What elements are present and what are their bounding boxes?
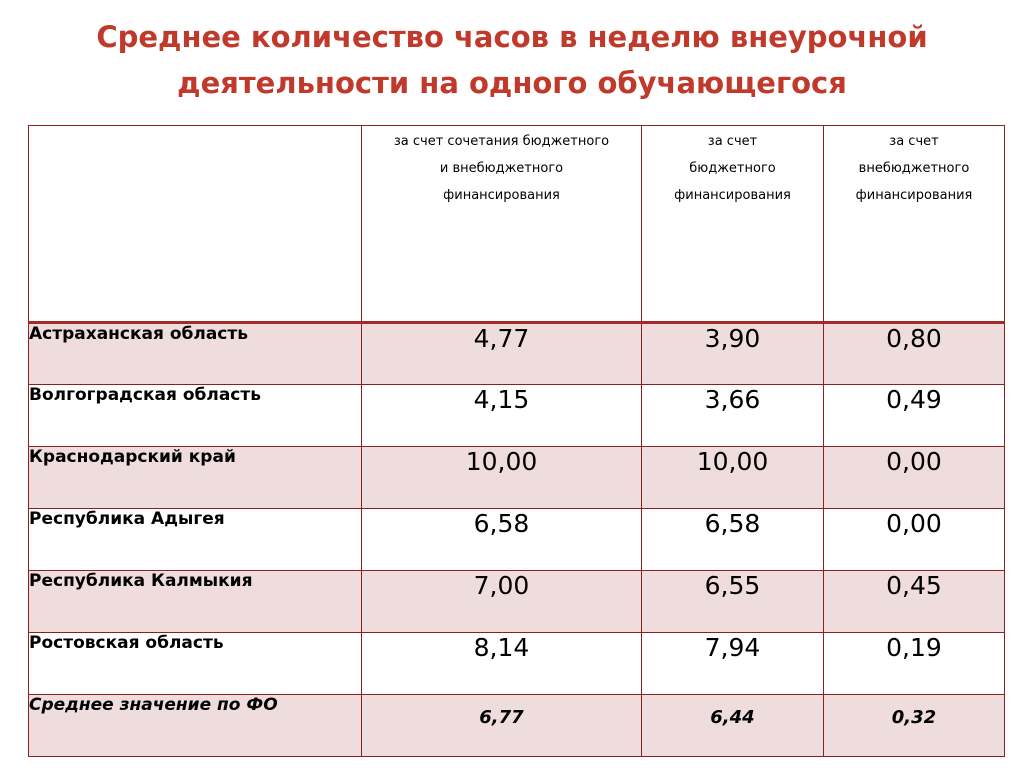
budget-value: 3,66: [642, 385, 824, 447]
region-name: Краснодарский край: [29, 447, 362, 509]
extrabudget-value: 0,80: [824, 323, 1005, 385]
total-budget-value: 6,44: [642, 695, 824, 757]
extrabudget-value: 0,00: [824, 509, 1005, 571]
header-cell-combined-funding: за счет сочетания бюджетного и внебюджетного финансирования: [362, 126, 642, 323]
combined-value: 4,77: [362, 323, 642, 385]
total-extrabudget-value: 0,32: [824, 695, 1005, 757]
extrabudget-value: 0,19: [824, 633, 1005, 695]
slide-title-line-1: Среднее количество часов в неделю внеурочной: [96, 20, 928, 54]
table-total-row: [29, 695, 1005, 757]
table-header-row: [29, 126, 1005, 323]
extrabudget-value: 0,45: [824, 571, 1005, 633]
extrabudget-value: 0,00: [824, 447, 1005, 509]
table-row: [29, 323, 1005, 385]
region-name: Астраханская область: [29, 323, 362, 385]
extrabudget-value: 0,49: [824, 385, 1005, 447]
combined-value: 6,58: [362, 509, 642, 571]
total-combined-value: 6,77: [362, 695, 642, 757]
region-name: Республика Калмыкия: [29, 571, 362, 633]
table-row: [29, 447, 1005, 509]
combined-value: 10,00: [362, 447, 642, 509]
table-row: [29, 571, 1005, 633]
budget-value: 6,58: [642, 509, 824, 571]
table-row: [29, 509, 1005, 571]
header-cell-blank: [29, 126, 362, 323]
budget-value: 6,55: [642, 571, 824, 633]
table-row: [29, 385, 1005, 447]
region-name: Республика Адыгея: [29, 509, 362, 571]
total-label: Среднее значение по ФО: [29, 695, 362, 757]
region-name: Ростовская область: [29, 633, 362, 695]
combined-value: 7,00: [362, 571, 642, 633]
table-row: [29, 633, 1005, 695]
budget-value: 10,00: [642, 447, 824, 509]
header-cell-extrabudget-funding: за счет внебюджетного финансирования: [824, 126, 1005, 323]
header-cell-budget-funding: за счет бюджетного финансирования: [642, 126, 824, 323]
combined-value: 8,14: [362, 633, 642, 695]
slide-title-line-2: деятельности на одного обучающегося: [177, 66, 847, 100]
slide-title: [0, 14, 1024, 106]
region-name: Волгоградская область: [29, 385, 362, 447]
combined-value: 4,15: [362, 385, 642, 447]
budget-value: 3,90: [642, 323, 824, 385]
budget-value: 7,94: [642, 633, 824, 695]
hours-table: [28, 125, 1005, 757]
